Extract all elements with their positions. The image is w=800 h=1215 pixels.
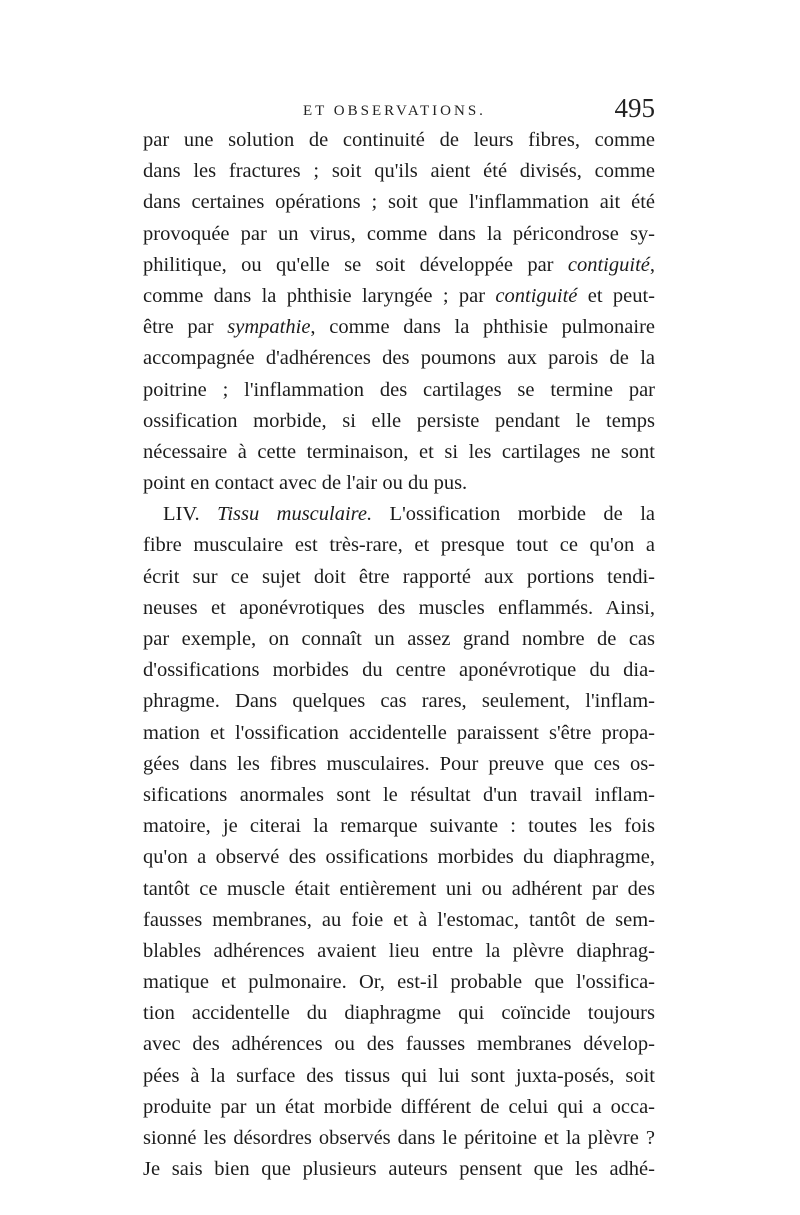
text-line: produite par un état morbide différent de celui qui a occa- [143,1095,655,1118]
text-line: provoquée par un virus, comme dans la péricondrose sy- [143,222,655,245]
text-line: poitrine ; l'inflammation des cartilages se termine par [143,378,655,401]
text-line: Je sais bien que plusieurs auteurs pensent que les adhé- [143,1158,655,1181]
line-tail: L'ossification morbide de la [389,503,655,526]
running-title: ET OBSERVATIONS. [303,103,486,119]
text-line: ossification morbide, si elle persiste pendant le temps [143,409,655,432]
text-line: matoire, je citerai la remarque suivante : toutes les fois [143,815,655,838]
text-line: fausses membranes, au foie et à l'estomac, tantôt de sem- [143,908,655,931]
text-line: accompagnée d'adhérences des poumons aux parois de la [143,347,655,370]
text-line [143,312,655,343]
section-title: Tissu musculaire. [217,503,373,526]
text-line: pées à la surface des tissus qui lui sont juxta-posés, soit [143,1064,655,1087]
line-text: être par [143,316,214,339]
line-text: philitique, ou qu'elle se soit développée par [143,253,554,276]
text-line: dans certaines opérations ; soit que l'inflammation ait été [143,191,655,214]
italic-term: contiguité [567,253,650,276]
text-line: tantôt ce muscle était entièrement uni ou adhérent par des [143,877,655,900]
text-line [143,250,655,281]
text-line [143,499,655,530]
line-tail: , [649,253,655,276]
text-line: fibre musculaire est très-rare, et presque tout ce qu'on a [143,534,655,557]
text-line: gées dans les fibres musculaires. Pour preuve que ces os- [143,752,655,775]
text-line: phragme. Dans quelques cas rares, seulement, l'inflam- [143,690,655,713]
text-line: point en contact avec de l'air ou du pus. [143,472,468,495]
text-line: par une solution de continuité de leurs fibres, comme [143,129,655,151]
text-line: qu'on a observé des ossifications morbides du diaphragme, [143,846,655,869]
text-line: nécessaire à cette terminaison, et si les cartilages ne sont [143,440,655,463]
text-line: dans les fractures ; soit qu'ils aient été divisés, comme [143,160,655,183]
text-line: avec des adhérences ou des fausses membranes dévelop- [143,1033,655,1056]
text-line [143,281,655,312]
text-line: d'ossifications morbides du centre aponévrotique du dia- [143,659,655,682]
italic-term: sympathie [227,316,311,339]
text-line: matique et pulmonaire. Or, est-il probable que l'ossifica- [143,971,655,994]
page-number: 495 [614,93,655,123]
text-line: sionné les désordres observés dans le péritoine et la plèvre ? [143,1127,655,1149]
text-line: neuses et aponévrotiques des muscles enflammés. Ainsi, [143,596,655,619]
text-line: écrit sur ce sujet doit être rapporté aux portions tendi- [143,565,655,588]
text-line: blables adhérences avaient lieu entre la plèvre diaphrag- [143,939,655,962]
text-line: mation et l'ossification accidentelle paraissent s'être propa- [143,721,655,744]
text-line: par exemple, on connaît un assez grand nombre de cas [143,628,655,650]
text-line: sifications anormales sont le résultat d'un travail inflam- [143,783,655,806]
section-number: LIV. [163,503,200,526]
italic-term: contiguité [495,284,578,307]
line-tail: et peut- [587,284,656,307]
line-text: comme dans la phthisie laryngée ; par [143,284,486,307]
line-tail: , comme dans la phthisie pulmonaire [310,316,656,339]
body-text [143,125,655,1185]
text-line: tion accidentelle du diaphragme qui coïncide toujours [143,1002,655,1025]
